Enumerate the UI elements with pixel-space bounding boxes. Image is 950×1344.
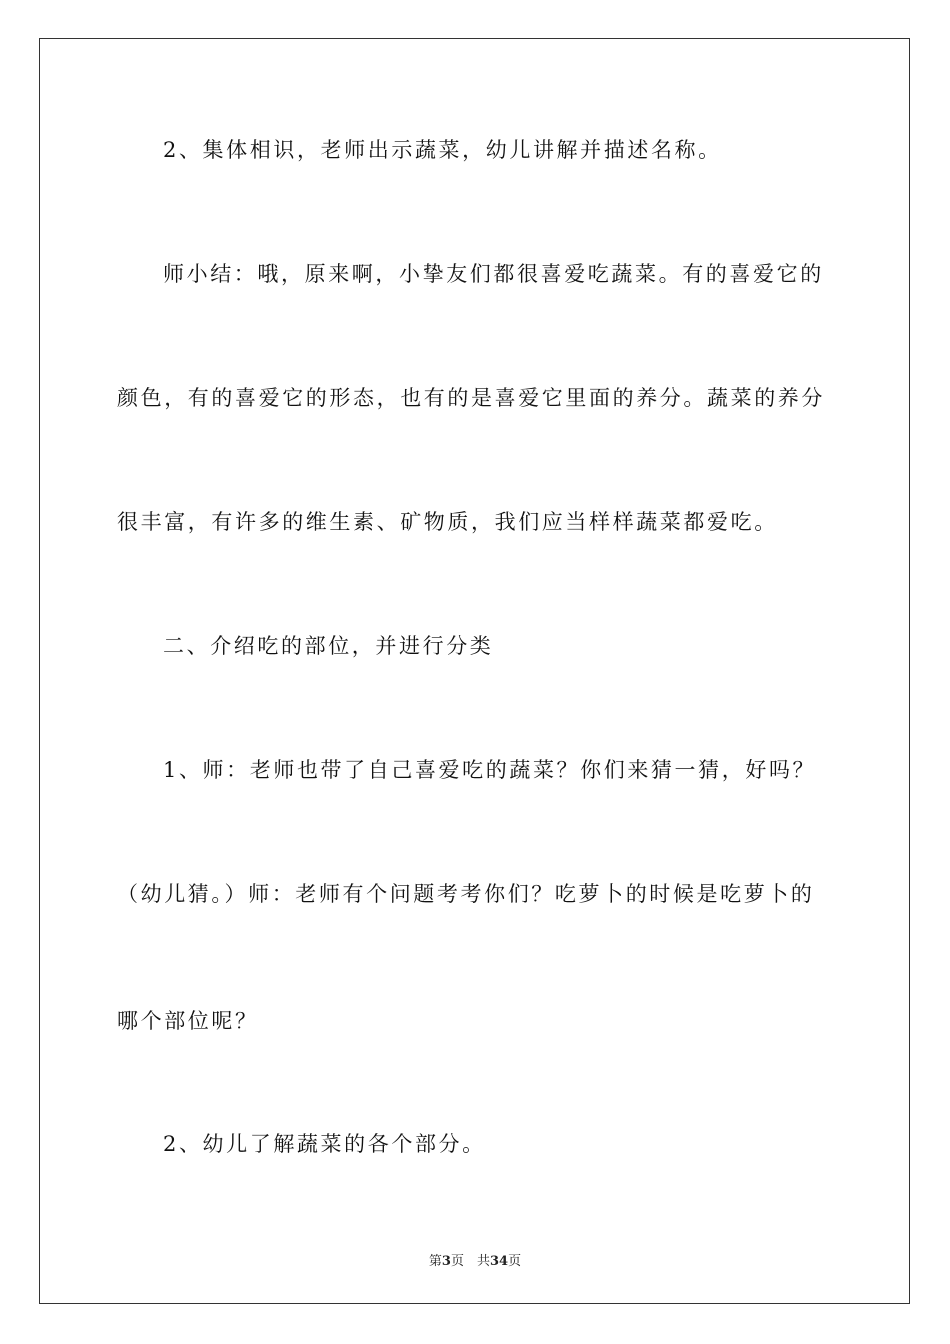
footer-current-page: 3 — [441, 1254, 451, 1269]
footer-total-pages: 34 — [489, 1254, 509, 1269]
paragraph-line-3: 颜色，有的喜爱它的形态，也有的是喜爱它里面的养分。蔬菜的养分 — [117, 386, 825, 410]
paragraph-line-2: 师小结：哦，原来啊，小挚友们都很喜爱吃蔬菜。有的喜爱它的 — [163, 262, 824, 286]
section-heading: 二、介绍吃的部位，并进行分类 — [163, 634, 494, 658]
paragraph-line-9: 2、幼儿了解蔬菜的各个部分。 — [163, 1132, 486, 1156]
paragraph-line-4: 很丰富，有许多的维生素、矿物质，我们应当样样蔬菜都爱吃。 — [117, 510, 778, 534]
paragraph-line-8: 哪个部位呢？ — [117, 1009, 259, 1033]
paragraph-line-6: 1、师：老师也带了自己喜爱吃的蔬菜？你们来猜一猜，好吗？ — [163, 758, 817, 782]
footer-mid: 页 共 — [450, 1254, 490, 1269]
paragraph-line-1: 2、集体相识，老师出示蔬菜，幼儿讲解并描述名称。 — [163, 138, 722, 162]
paragraph-line-7: （幼儿猜。）师：老师有个问题考考你们？吃萝卜的时候是吃萝卜的 — [117, 882, 815, 906]
footer-prefix: 第 — [428, 1254, 442, 1269]
footer-suffix: 页 — [508, 1254, 522, 1269]
page-footer — [0, 1250, 950, 1269]
page-border — [39, 38, 910, 1304]
